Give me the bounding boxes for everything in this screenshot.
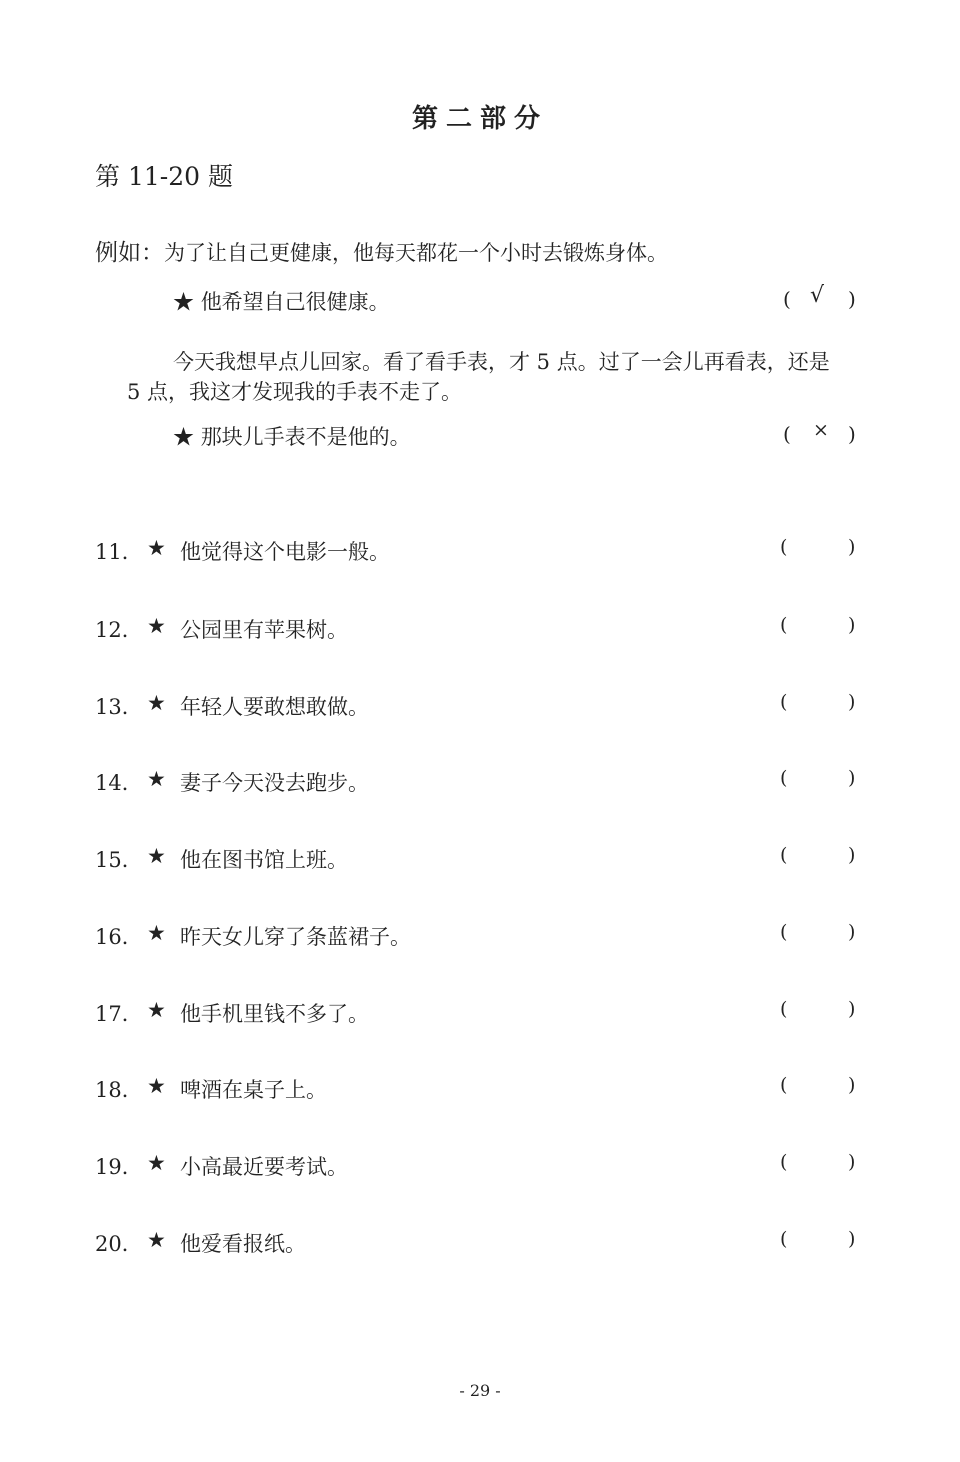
question-row bbox=[0, 1228, 960, 1258]
question-row bbox=[0, 921, 960, 951]
question-text: 昨天女儿穿了条蓝裙子。 bbox=[180, 925, 411, 949]
paren-close: ) bbox=[848, 287, 856, 311]
answer-paren-close: ) bbox=[848, 998, 856, 1020]
question-number: 11． bbox=[95, 540, 143, 564]
example-label: 例如： bbox=[95, 240, 164, 266]
star-icon: ★ bbox=[147, 844, 166, 868]
answer-paren-close: ) bbox=[848, 691, 856, 713]
star-icon: ★ bbox=[147, 921, 166, 945]
example-2-passage-line2: 5 点，我这才发现我的手表不走了。 bbox=[127, 380, 463, 404]
paren-close: ) bbox=[848, 422, 856, 446]
example-1-statement bbox=[173, 286, 390, 316]
question-number: 15． bbox=[95, 848, 143, 872]
page-number: - 29 - bbox=[459, 1381, 501, 1400]
star-icon: ★ bbox=[147, 998, 166, 1022]
example-1-passage bbox=[95, 234, 668, 267]
answer-paren-open[interactable]: ( bbox=[780, 921, 788, 943]
answer-paren-open[interactable]: ( bbox=[780, 998, 788, 1020]
question-number: 19． bbox=[95, 1155, 143, 1179]
question-text: 公园里有苹果树。 bbox=[180, 618, 348, 642]
star-icon: ★ bbox=[173, 425, 194, 449]
star-icon: ★ bbox=[173, 290, 194, 314]
question-text: 啤酒在桌子上。 bbox=[180, 1078, 327, 1102]
answer-paren-open[interactable]: ( bbox=[780, 1228, 788, 1250]
answer-paren-open[interactable]: ( bbox=[780, 691, 788, 713]
question-row bbox=[0, 767, 960, 797]
star-icon: ★ bbox=[147, 1228, 166, 1252]
question-text: 他爱看报纸。 bbox=[180, 1232, 306, 1256]
question-row bbox=[0, 614, 960, 644]
answer-paren-open[interactable]: ( bbox=[780, 844, 788, 866]
example-1-statement-text: 他希望自己很健康。 bbox=[200, 290, 390, 314]
paren-open: ( bbox=[783, 422, 791, 446]
question-text: 他在图书馆上班。 bbox=[180, 848, 348, 872]
cross-mark: × bbox=[813, 419, 829, 441]
answer-paren-close: ) bbox=[848, 767, 856, 789]
question-text: 小高最近要考试。 bbox=[180, 1155, 348, 1179]
star-icon: ★ bbox=[147, 767, 166, 791]
question-row bbox=[0, 1074, 960, 1104]
question-text: 年轻人要敢想敢做。 bbox=[180, 695, 369, 719]
question-number: 16． bbox=[95, 925, 143, 949]
answer-paren-open[interactable]: ( bbox=[780, 614, 788, 636]
answer-paren-close: ) bbox=[848, 921, 856, 943]
check-mark: √ bbox=[810, 283, 825, 308]
question-row bbox=[0, 691, 960, 721]
question-text: 妻子今天没去跑步。 bbox=[180, 771, 369, 795]
question-row bbox=[0, 536, 960, 566]
star-icon: ★ bbox=[147, 614, 166, 638]
section-title: 第二部分 bbox=[411, 104, 548, 134]
star-icon: ★ bbox=[147, 536, 166, 560]
example-2-passage-line1: 今天我想早点儿回家。看了看手表，才 5 点。过了一会儿再看表，还是 bbox=[173, 350, 830, 374]
star-icon: ★ bbox=[147, 1151, 166, 1175]
question-text: 他手机里钱不多了。 bbox=[180, 1002, 369, 1026]
answer-paren-close: ) bbox=[848, 1151, 856, 1173]
question-text: 他觉得这个电影一般。 bbox=[180, 540, 390, 564]
answer-paren-close: ) bbox=[848, 844, 856, 866]
star-icon: ★ bbox=[147, 691, 166, 715]
answer-paren-open[interactable]: ( bbox=[780, 1151, 788, 1173]
answer-paren-open[interactable]: ( bbox=[780, 767, 788, 789]
question-range: 第 11-20 题 bbox=[95, 162, 233, 191]
question-number: 12． bbox=[95, 618, 143, 642]
answer-paren-close: ) bbox=[848, 614, 856, 636]
answer-paren-open[interactable]: ( bbox=[780, 1074, 788, 1096]
answer-paren-close: ) bbox=[848, 1074, 856, 1096]
paren-open: ( bbox=[783, 287, 791, 311]
question-number: 20． bbox=[95, 1232, 143, 1256]
answer-paren-close: ) bbox=[848, 1228, 856, 1250]
question-number: 14． bbox=[95, 771, 143, 795]
question-number: 13． bbox=[95, 695, 143, 719]
answer-paren-close: ) bbox=[848, 536, 856, 558]
question-number: 17． bbox=[95, 1002, 143, 1026]
example-2-statement bbox=[173, 421, 411, 451]
question-row bbox=[0, 844, 960, 874]
answer-paren-open[interactable]: ( bbox=[780, 536, 788, 558]
question-row bbox=[0, 1151, 960, 1181]
example-2-statement-text: 那块儿手表不是他的。 bbox=[200, 425, 411, 449]
example-1-text: 为了让自己更健康，他每天都花一个小时去锻炼身体。 bbox=[164, 241, 668, 265]
star-icon: ★ bbox=[147, 1074, 166, 1098]
question-row bbox=[0, 998, 960, 1028]
question-number: 18． bbox=[95, 1078, 143, 1102]
